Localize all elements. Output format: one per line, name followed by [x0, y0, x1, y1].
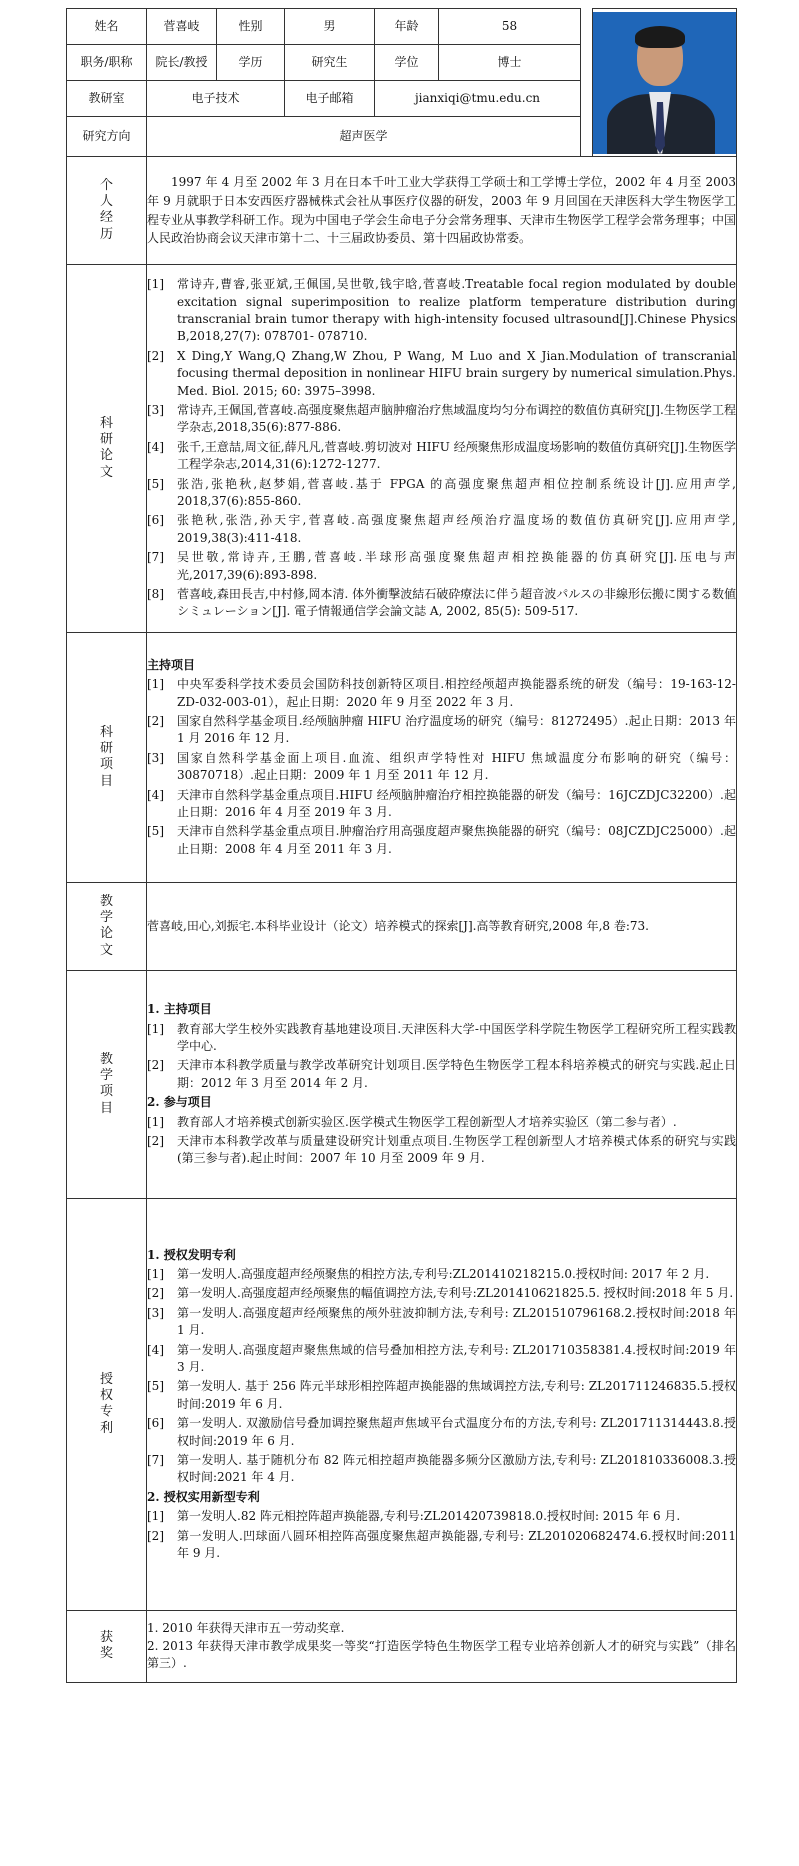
cv-table — [66, 8, 737, 1683]
teaching-projects-content — [147, 971, 737, 1199]
gender-value: 男 — [285, 9, 375, 45]
patents-heading-1: 1. 授权发明专利 — [147, 1247, 236, 1262]
patent-item: [1] 第一发明人.82 阵元相控阵超声换能器,专利号:ZL201420739818.0.授权时间: 2015 年 6 月. — [147, 1509, 681, 1524]
teaching-papers-content — [147, 883, 737, 971]
teaching-projects-heading-2: 2. 参与项目 — [147, 1095, 212, 1110]
teaching-projects-label: 教学项目 — [99, 1051, 113, 1116]
photo-cell — [593, 9, 737, 157]
projects-heading: 主持项目 — [147, 657, 196, 672]
projects-label: 科研项目 — [99, 724, 113, 789]
teaching-projects-heading-1: 1. 主持项目 — [147, 1002, 212, 1017]
patent-item: [4] 第一发明人.高强度超声聚焦焦域的信号叠加相控方法,专利号: ZL201710358381.4.授权时间:2019 年 3 月. — [147, 1342, 736, 1375]
research-label: 研究方向 — [67, 117, 147, 157]
patents-label: 授权专利 — [99, 1371, 113, 1436]
research-value: 超声医学 — [147, 117, 581, 157]
paper-item: [6] 张艳秋,张浩,孙天宇,菅喜岐.高强度聚焦超声经颅治疗温度场的数值仿真研究[J].应用声学, 2019,38(3):411-418. — [147, 513, 736, 545]
project-item: [4] 天津市自然科学基金重点项目.HIFU 经颅脑肿瘤治疗相控换能器的研发（编号：16JCZDJC32200）.起止日期：2016 年 4 月至 2019 年 3 月. — [147, 787, 736, 819]
department-label: 教研室 — [67, 81, 147, 117]
gender-label: 性别 — [217, 9, 285, 45]
papers-label: 科研论文 — [99, 415, 113, 480]
papers-label-cell — [67, 265, 147, 633]
projects-label-cell — [67, 633, 147, 883]
teaching-papers-label-cell — [67, 883, 147, 971]
experience-content — [147, 157, 737, 265]
department-value: 电子技术 — [147, 81, 285, 117]
project-item: [1] 中央军委科学技术委员会国防科技创新特区项目.相控经颅超声换能器系统的研发（编号：19-163-12-ZD-032-003-01），起止日期：2020 年 9 月至 2022 年 3 月. — [147, 677, 736, 709]
patents-label-cell — [67, 1199, 147, 1611]
teaching-project-item: [2] 天津市本科教学质量与教学改革研究计划项目.医学特色生物医学工程本科培养模式的研究与实践.起止日期：2012 年 3 月至 2014 年 2 月. — [147, 1058, 736, 1090]
patent-item: [1] 第一发明人.高强度超声经颅聚焦的相控方法,专利号:ZL201410218215.0.授权时间: 2017 年 2 月. — [147, 1267, 710, 1282]
patents-content — [147, 1199, 737, 1611]
education-value: 研究生 — [285, 45, 375, 81]
awards-label: 获奖 — [99, 1630, 113, 1662]
patents-heading-2: 2. 授权实用新型专利 — [147, 1489, 260, 1504]
paper-item: [1] 常诗卉,曹睿,张亚斌,王佩国,吴世敬,钱宇晗,菅喜岐.Treatable focal region modulated by double excitation signal superimposition to realize platform temperature distribution during transcranial brain tumor therapy with high-intensity focused ultrasound[J].Chinese Physics B,2018,27(7): 078701- 078710. — [147, 277, 736, 344]
title-value: 院长/教授 — [147, 45, 217, 81]
teaching-project-item: [2] 天津市本科教学改革与质量建设研究计划重点项目.生物医学工程创新型人才培养模式体系的研究与实践(第三参与者).起止时间：2007 年 10 月至 2009 年 9 月. — [147, 1133, 736, 1166]
paper-item: [8] 菅喜岐,森田長吉,中村修,岡本清. 体外衝撃波結石破砕療法に伴う超音波パルスの非線形伝搬に関する数値シミュレーション[J]. 電子情報通信学会論文誌 A, 2002, 85(5): 509-517. — [147, 586, 736, 619]
teaching-paper-text: 菅喜岐,田心,刘振宅.本科毕业设计（论文）培养模式的探索[J].高等教育研究,2008 年,8 卷:73. — [147, 918, 649, 933]
education-label: 学历 — [217, 45, 285, 81]
project-item: [5] 天津市自然科学基金重点项目.肿瘤治疗用高强度超声聚焦换能器的研究（编号：08JCZDJC25000）.起止日期：2008 年 4 月至 2011 年 3 月. — [147, 824, 736, 856]
awards-label-cell — [67, 1611, 147, 1683]
teaching-project-item: [1] 教育部人才培养模式创新实验区.医学模式生物医学工程创新型人才培养实验区（第二参与者）. — [147, 1114, 677, 1129]
project-item: [2] 国家自然科学基金项目.经颅脑肿瘤 HIFU 治疗温度场的研究（编号：81272495）.起止日期：2013 年 1 月 2016 年 12 月. — [147, 714, 736, 746]
name-value: 菅喜岐 — [147, 9, 217, 45]
paper-item: [5] 张浩,张艳秋,赵梦娟,菅喜岐.基于 FPGA 的高强度聚焦超声相位控制系统设计[J].应用声学, 2018,37(6):855-860. — [147, 476, 736, 508]
patent-item: [2] 第一发明人.凹球面八圆环相控阵高强度聚焦超声换能器,专利号: ZL201020682474.6.授权时间:2011 年 9 月. — [147, 1528, 736, 1560]
experience-label-cell — [67, 157, 147, 265]
title-label: 职务/职称 — [67, 45, 147, 81]
patent-item: [3] 第一发明人.高强度超声经颅聚焦的颅外驻波抑制方法,专利号: ZL201510796168.2.授权时间:2018 年 1 月. — [147, 1305, 736, 1338]
teaching-projects-label-cell — [67, 971, 147, 1199]
paper-item: [2] X Ding,Y Wang,Q Zhang,W Zhou, P Wang, M Luo and X Jian.Modulation of transcranial focusing thermal deposition in nonlinear HIFU brain surgery by numerical simulation.Phys. Med. Biol. 2015; 60: 3975–3998. — [147, 348, 736, 398]
name-label: 姓名 — [67, 9, 147, 45]
paper-item: [3] 常诗卉,王佩国,菅喜岐.高强度聚焦超声脑肿瘤治疗焦域温度均匀分布调控的数值仿真研究[J].生物医学工程学杂志,2018,35(6):877-886. — [147, 403, 736, 435]
paper-item: [7] 吴世敬,常诗卉,王鹏,菅喜岐.半球形高强度聚焦超声相控换能器的仿真研究[J].压电与声光,2017,39(6):893-898. — [147, 550, 736, 582]
patent-item: [5] 第一发明人. 基于 256 阵元半球形相控阵超声换能器的焦域调控方法,专利号: ZL201711246835.5.授权时间:2019 年 6 月. — [147, 1379, 736, 1411]
award-item: 1. 2010 年获得天津市五一劳动奖章. — [147, 1621, 345, 1636]
teaching-project-item: [1] 教育部大学生校外实践教育基地建设项目.天津医科大学-中国医学科学院生物医学工程研究所工程实践教学中心. — [147, 1021, 736, 1054]
age-value: 58 — [439, 9, 581, 45]
award-item: 2. 2013 年获得天津市教学成果奖一等奖“打造医学特色生物医学工程专业培养创新人才的研究与实践”（排名第三）. — [147, 1638, 736, 1671]
spacer-cell — [581, 9, 593, 45]
project-item: [3] 国家自然科学基金面上项目.血流、组织声学特性对 HIFU 焦域温度分布影响的研究（编号：30870718）.起止日期：2009 年 1 月至 2011 年 12 月. — [147, 750, 736, 783]
teaching-papers-label: 教学论文 — [99, 893, 113, 958]
patent-item: [7] 第一发明人. 基于随机分布 82 阵元相控超声换能器多频分区激励方法,专利号: ZL201810336008.3.授权时间:2021 年 4 月. — [147, 1452, 736, 1485]
age-label: 年龄 — [375, 9, 439, 45]
experience-text: 1997 年 4 月至 2002 年 3 月在日本千叶工业大学获得工学硕士和工学博士学位，2002 年 4 月至 2003 年 9 月就职于日本安西医疗器械株式会社从事医疗仪器的研发，2003 年 9 月回国在天津医科大学生物医学工程专业从事教学科研工作。现为中国电子学会生命电子分会常务理事、天津市生物医学工程学会常务理事；中国人民政治协商会议天津市第十二、十三届政协委员、第十四届政协常委。 — [147, 175, 736, 246]
email-label: 电子邮箱 — [285, 81, 375, 117]
projects-content — [147, 633, 737, 883]
paper-item: [4] 张千,王意喆,周文征,薛凡凡,菅喜岐.剪切波对 HIFU 经颅聚焦形成温度场影响的数值仿真研究[J].生物医学工程学杂志,2014,31(6):1272-1277. — [147, 439, 736, 472]
papers-content — [147, 265, 737, 633]
email-value: jianxiqi@tmu.edu.cn — [375, 81, 581, 117]
patent-item: [2] 第一发明人.高强度超声经颅聚焦的幅值调控方法,专利号:ZL201410621825.5. 授权时间:2018 年 5 月. — [147, 1286, 734, 1301]
awards-content — [147, 1611, 737, 1683]
degree-label: 学位 — [375, 45, 439, 81]
experience-label: 个人经历 — [99, 177, 113, 242]
patent-item: [6] 第一发明人. 双激励信号叠加调控聚焦超声焦域平台式温度分布的方法,专利号: ZL201711314443.8.授权时间:2019 年 6 月. — [147, 1416, 736, 1448]
portrait-photo — [593, 12, 736, 154]
degree-value: 博士 — [439, 45, 581, 81]
